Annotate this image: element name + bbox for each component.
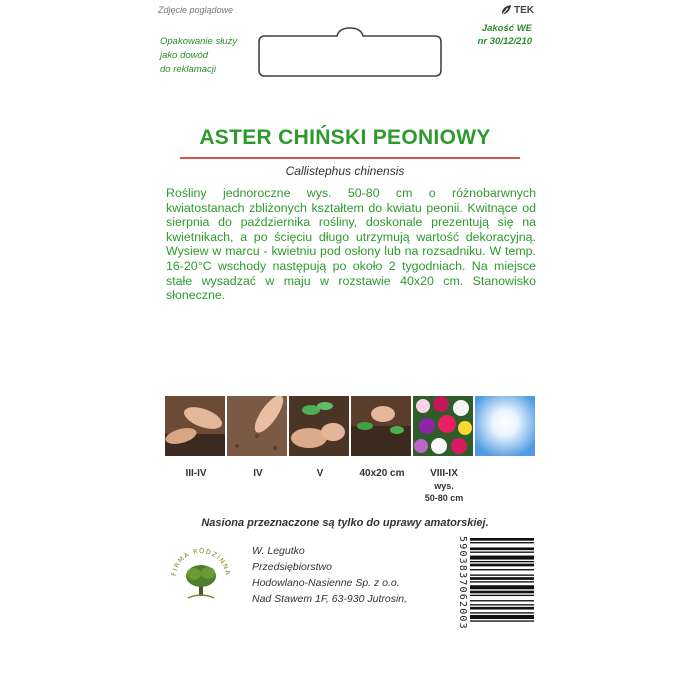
- barcode-bar: [470, 604, 534, 605]
- latin-name: Callistephus chinensis: [285, 164, 405, 178]
- sowing-hands-photo: [165, 396, 225, 456]
- barcode-bar: [470, 574, 534, 575]
- amateur-note: Nasiona przeznaczone są tylko do uprawy amatorskiej.: [201, 517, 489, 529]
- barcode-bar: [470, 552, 534, 553]
- step-label: [475, 468, 537, 504]
- photo-caption: Zdjęcie poglądowe: [158, 5, 234, 15]
- barcode-bar: [470, 595, 534, 596]
- soil-hand-photo: [227, 396, 287, 456]
- barcode-bar: [470, 561, 534, 562]
- barcode-bar: [470, 581, 534, 582]
- step-label: 40x20 cm: [359, 468, 405, 479]
- barcode-bar: [470, 538, 534, 541]
- barcode-bar: [470, 556, 534, 560]
- step-label: III-IV: [185, 468, 207, 479]
- complaint-note: Opakowanie służy jako dowód do reklamacji: [160, 36, 238, 75]
- cultivation-labels: [165, 468, 537, 504]
- barcode-bar: [470, 612, 534, 613]
- step-label: IV: [253, 468, 263, 479]
- step-label-flowering: VIII-IX wys. 50-80 cm: [424, 468, 464, 503]
- sun-photo: [475, 396, 535, 456]
- producer-address: W. Legutko Przedsiębiorstwo Hodowlano-Nasienne Sp. z o.o. Nad Stawem 1F, 63-930 Jutrosin,: [252, 545, 408, 605]
- barcode-bar: [470, 577, 534, 580]
- barcode-bar: [470, 620, 534, 621]
- planting-photo: [351, 396, 411, 456]
- leaf-icon: [500, 4, 512, 16]
- barcode-bar: [470, 564, 534, 567]
- product-title: ASTER CHIŃSKI PEONIOWY: [199, 126, 491, 149]
- barcode-bar: [470, 542, 534, 543]
- barcode-bar: [470, 607, 534, 610]
- barcode-icon: [454, 536, 536, 646]
- tek-label: TEK: [514, 4, 534, 16]
- family-company-logo: [168, 542, 234, 608]
- cultivation-photos: [165, 396, 535, 456]
- barcode-number: 5903837062003: [457, 536, 468, 630]
- svg-text:FIRMA RODZINNA: FIRMA RODZINNA: [170, 546, 233, 577]
- barcode-bar: [470, 569, 534, 570]
- barcode-bar: [470, 591, 534, 594]
- barcode-bar: [470, 615, 534, 619]
- flowers-photo: [413, 396, 473, 456]
- step-label: V: [316, 468, 324, 479]
- barcode-bar: [470, 585, 534, 589]
- tek-mark: [500, 4, 534, 16]
- product-description: Rośliny jednoroczne wys. 50-80 cm o różnobarwnych kwiatostanach zbliżonych kształtem do kwiatu peonii. Kwitnące od sierpnia do października rośliny, doskonale prezentują się na kwietnikach, a po ścięciu długo utrzymują wartość dekoracyjną. Wysiew w marcu - kwietniu pod osłony lub na rozsadniku. W temp. 16-20°C wschody następują po około 2 tygodniach. Na miejsce stałe wysadzać w maju w rozstawie 40x20 cm. Stanowisko słoneczne.: [166, 186, 536, 303]
- barcode-bar: [470, 600, 534, 601]
- seedling-photo: [289, 396, 349, 456]
- hanger-slot-icon: [255, 24, 445, 80]
- quality-note: Jakość WE nr 30/12/210: [477, 23, 532, 47]
- barcode-bar: [470, 547, 534, 550]
- title-divider: [180, 157, 520, 159]
